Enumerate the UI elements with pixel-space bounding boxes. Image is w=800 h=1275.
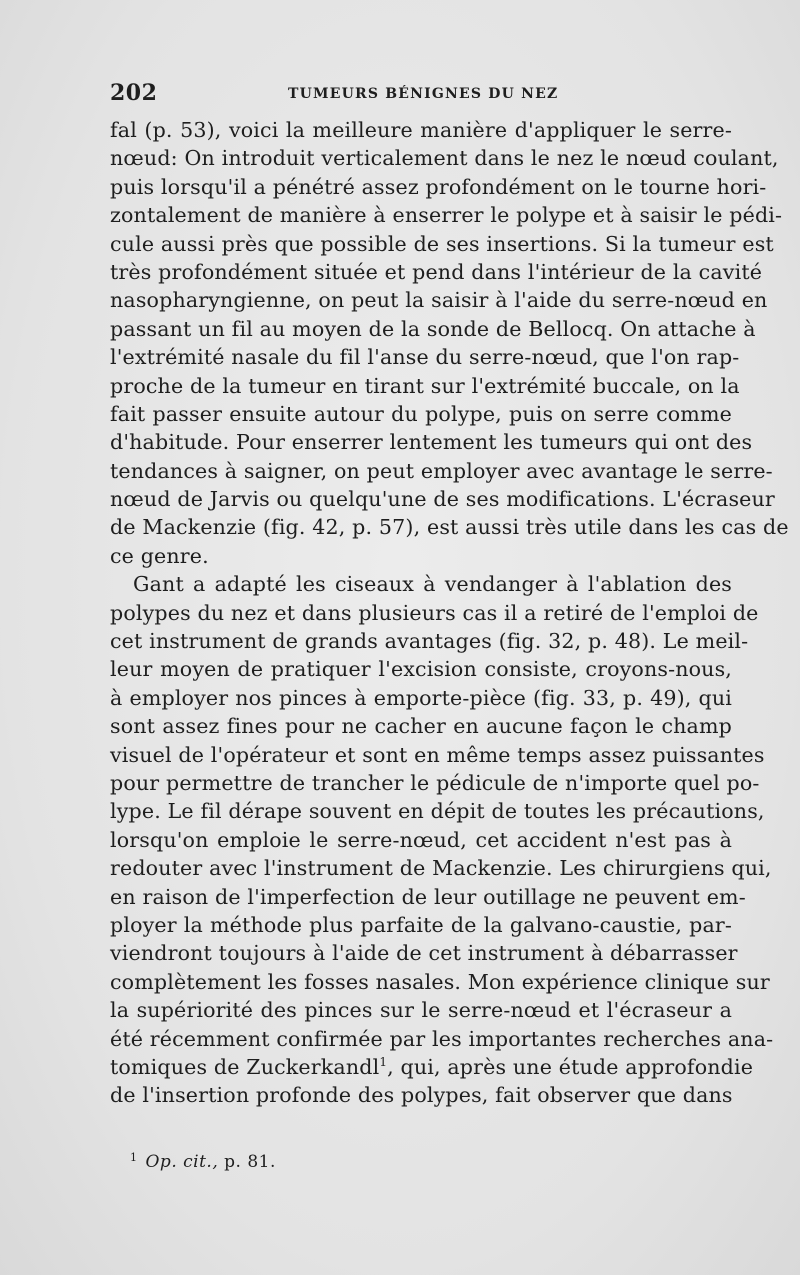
text-fragment: , qui, après une étude approfondie	[387, 1054, 754, 1079]
text-line: d'habitude. Pour enserrer lentement les tumeurs qui ont des	[110, 430, 753, 455]
text-line-with-footnote	[110, 1053, 754, 1081]
text-line: la supériorité des pinces sur le serre-nœud et l'écraseur a	[110, 998, 732, 1023]
text-line: pour permettre de trancher le pédicule de n'importe quel po-	[110, 770, 760, 795]
text-line: proche de la tumeur en tirant sur l'extrémité buccale, on la	[110, 373, 740, 398]
footnote-marker: 1	[379, 1054, 388, 1069]
text-fragment: tomiques de Zuckerkandl	[110, 1054, 380, 1079]
text-line: fait passer ensuite autour du polype, puis on serre comme	[110, 401, 732, 426]
text-line: zontalement de manière à enserrer le polype et à saisir le pédi-	[110, 203, 783, 228]
text-line: très profondément située et pend dans l'intérieur de la cavité	[110, 259, 763, 284]
text-line: visuel de l'opérateur et sont en même temps assez puissantes	[110, 742, 765, 767]
text-line: ployer la méthode plus parfaite de la galvano-caustie, par-	[110, 912, 732, 937]
text-line: tendances à saigner, on peut employer avec avantage le serre-	[110, 458, 773, 483]
footnote-page: p. 81.	[224, 1152, 276, 1172]
text-line: en raison de l'imperfection de leur outillage ne peuvent em-	[110, 884, 746, 909]
body-text	[110, 116, 789, 1110]
text-line: nasopharyngienne, on peut la saisir à l'aide du serre-nœud en	[110, 288, 768, 313]
footnote-reference: Op. cit.,	[145, 1152, 219, 1172]
paragraph-start-line: Gant a adapté les ciseaux à vendanger à l'ablation des	[133, 572, 732, 597]
text-line: nœud: On introduit verticalement dans le nez le nœud coulant,	[110, 146, 779, 171]
running-title: TUMEURS BÉNIGNES DU NEZ	[288, 86, 559, 102]
text-line: cet instrument de grands avantages (fig. 32, p. 48). Le meil-	[110, 629, 749, 654]
text-line: viendront toujours à l'aide de cet instrument à débarrasser	[110, 941, 738, 966]
text-line: redouter avec l'instrument de Mackenzie. Les chirurgiens qui,	[110, 856, 772, 881]
text-line: l'extrémité nasale du fil l'anse du serre-nœud, que l'on rap-	[110, 345, 740, 370]
footnote	[130, 1151, 276, 1172]
text-line: polypes du nez et dans plusieurs cas il a retiré de l'emploi de	[110, 600, 759, 625]
text-line: complètement les fosses nasales. Mon expérience clinique sur	[110, 969, 770, 994]
text-line: lorsqu'on emploie le serre-nœud, cet accident n'est pas à	[110, 827, 732, 852]
footnote-mark: 1	[130, 1151, 138, 1164]
text-line: leur moyen de pratiquer l'excision consiste, croyons-nous,	[110, 657, 732, 682]
text-line: de Mackenzie (fig. 42, p. 57), est aussi très utile dans les cas de	[110, 515, 789, 540]
text-line: fal (p. 53), voici la meilleure manière d'appliquer le serre-	[110, 118, 732, 142]
page-number: 202	[110, 80, 158, 106]
text-line: cule aussi près que possible de ses insertions. Si la tumeur est	[110, 231, 774, 256]
page-header	[110, 80, 730, 110]
text-line: lype. Le fil dérape souvent en dépit de toutes les précautions,	[110, 799, 765, 824]
text-line: ce genre.	[110, 543, 209, 568]
text-line: nœud de Jarvis ou quelqu'une de ses modifications. L'écraseur	[110, 487, 775, 512]
text-line: de l'insertion profonde des polypes, fait observer que dans	[110, 1083, 733, 1108]
text-line: puis lorsqu'il a pénétré assez profondément on le tourne hori-	[110, 174, 767, 199]
text-line: sont assez fines pour ne cacher en aucune façon le champ	[110, 714, 732, 739]
text-line: passant un fil au moyen de la sonde de Bellocq. On attache à	[110, 316, 756, 341]
text-line: été récemment confirmée par les importantes recherches ana-	[110, 1026, 774, 1051]
text-line: à employer nos pinces à emporte-pièce (fig. 33, p. 49), qui	[110, 685, 732, 710]
